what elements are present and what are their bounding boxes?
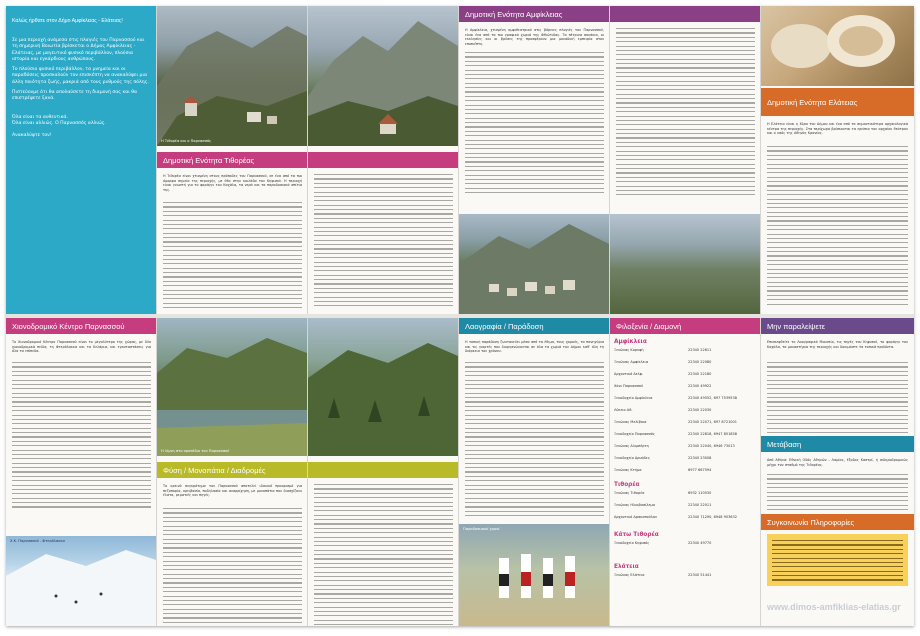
contact-name: Ξενώνας Ελάτεια — [614, 573, 645, 577]
contact-phone[interactable]: 22340 22818, 6947 801858 — [688, 432, 737, 436]
welcome-title: Καλώς ήρθατε στον Δήμο Αμφίκλειας - Ελάτειας! — [6, 6, 156, 34]
contact-name: Αρχοντικό Δελφ. — [614, 372, 644, 376]
contacts-kato-tithorea-title: Κάτω Τιθορέα — [614, 532, 659, 538]
contact-phone[interactable]: 22340 22180 — [688, 372, 712, 376]
brochure-top-row — [6, 6, 914, 314]
mountain-photo-drawing — [308, 6, 458, 146]
horizontal-fold — [6, 314, 914, 318]
ski-text: Το Χιονοδρομικό Κέντρο Παρνασσού είναι το μεγαλύτερο της χώρας, με δύο χιονοδρομικά πεδία, τη Φτερόλακκα και τα Κελάρια, και εγκαταστάσεις για όλα τα επίπεδα. — [12, 340, 151, 354]
ski-panel — [6, 318, 156, 626]
welcome-closing-line: Όλα είναι αλλιώς. Ο Παρνασσός αλλιώς. — [12, 120, 106, 126]
pottery-photo — [761, 6, 914, 86]
contact-phone[interactable]: 22340 49922 — [688, 384, 712, 388]
tithorea-photo-drawing — [157, 6, 307, 146]
nature-right-panel — [308, 318, 458, 626]
parnassos-mountain-photo — [308, 6, 458, 146]
contact-phone[interactable]: 22340 22611 — [688, 348, 712, 352]
contact-row — [614, 420, 756, 426]
amfikleia-text: Η Αμφίκλεια, χτισμένη αμφιθεατρικά στις βόρειες πλαγιές του Παρνασσού, είναι ένα από τα πιο γραφικά χωριά της Φθιώτιδας. Τα πέτρινα σοκάκια, οι εκκλησίες και οι βρύσες της προσφέρουν μια μοναδική εμπειρία στον επισκέπτη. — [465, 28, 604, 46]
pine-forest-photo — [308, 318, 458, 456]
brochure-bottom-row — [6, 318, 914, 626]
nature-text-lines — [163, 508, 302, 626]
contact-row — [614, 408, 756, 414]
contact-phone[interactable]: 22340 22030 — [688, 408, 712, 412]
contact-row — [614, 360, 756, 366]
nature-section-title: Φύση / Μονοπάτια / Διαδρομές — [157, 462, 307, 478]
elateia-section-title: Δημοτική Ενότητα Ελάτειας — [761, 88, 914, 116]
contacts-amfikleia-title: Αμφίκλεια — [614, 339, 647, 345]
nature-title-bar-continued — [308, 462, 458, 478]
contact-row — [614, 444, 756, 450]
contact-row — [614, 372, 756, 378]
contacts-tithorea-title: Τιθορέα — [614, 482, 640, 488]
contact-phone[interactable]: 22340 22040, 6946 73013 — [688, 444, 735, 448]
elateia-panel — [761, 6, 914, 314]
tithorea-right-panel — [308, 6, 458, 314]
contact-row — [614, 491, 756, 497]
contact-row — [614, 384, 756, 390]
dontmiss-text-lines — [767, 362, 908, 441]
contact-name: Χάνι Παρνασσού — [614, 384, 643, 388]
contact-phone[interactable]: 22340 71290, 6948 903632 — [688, 515, 737, 519]
connections-highlight-box — [767, 534, 908, 586]
connections-section-title: Συγκοινωνία Πληροφορίες — [761, 514, 914, 530]
welcome-closing-line: Όλα είναι τα αυθεντικά. — [12, 114, 68, 120]
contact-phone[interactable]: 6932 110530 — [688, 491, 712, 495]
amfikleia-section-title: Δημοτική Ενότητα Αμφίκλειας — [459, 6, 609, 22]
dontmiss-section-title: Μην παραλείψετε — [761, 318, 914, 334]
contact-name: Ξενώνας Κτήμα — [614, 468, 642, 472]
contact-phone[interactable]: 6977 667594 — [688, 468, 712, 472]
ski-text-lines — [12, 362, 151, 511]
nature-left-panel — [157, 318, 307, 626]
elateia-text: Η Ελάτεια είναι η έδρα του Δήμου και ένα από τα σημαντικότερα αρχαιολογικά κέντρα της περιοχής. Στα περίχωρα βρίσκονται τα ερείπια του αρχαίου θεάτρου και ο ναός της Αθηνάς Κρανίας. — [767, 122, 908, 136]
folklore-text: Η τοπική παράδοση ζωντανεύει μέσα από τα έθιμα, τους χορούς, τα πανηγύρια και τις γιορτές που διοργανώνονται σε όλα τα χωριά του Δήμου καθ' όλη τη διάρκεια του χρόνου. — [465, 340, 604, 354]
welcome-paragraph: Πιστεύουμε ότι θα απολαύσετε τη διαμονή σας και θα επιστρέψετε ξανά. — [12, 90, 138, 102]
tithorea-text-lines — [163, 202, 302, 311]
contact-row — [614, 503, 756, 509]
contact-name: Ξενώνας Τιθορέα — [614, 491, 645, 495]
meadow-photo-caption: Η λίμνη στο οροπέδιο του Παρνασσού — [161, 449, 230, 453]
website-url[interactable]: www.dimos-amfiklias-elatias.gr — [767, 602, 901, 612]
contact-row — [614, 348, 756, 354]
contact-row — [614, 456, 756, 462]
contact-phone[interactable]: 22340 49770 — [688, 541, 712, 545]
welcome-text — [12, 38, 149, 144]
transport-section-title: Μετάβαση — [761, 436, 914, 452]
welcome-text-box — [6, 34, 156, 314]
hospitality-section-title: Φιλοξενία / Διαμονή — [610, 318, 760, 334]
elateia-text-lines — [767, 146, 908, 308]
contact-row — [614, 515, 756, 521]
nature-text-lines-continued — [314, 484, 453, 626]
tithorea-village-photo — [157, 6, 307, 146]
amfikleia-left-panel — [459, 6, 609, 314]
contact-row — [614, 432, 756, 438]
ski-photo-caption: Χ.Κ. Παρνασσού - Φτερόλακκα — [10, 539, 65, 543]
contact-name: Ξενοδοχείο Κηφισός — [614, 541, 650, 545]
folklore-section-title: Λαογραφία / Παράδοση — [459, 318, 609, 334]
dontmiss-text: Επισκεφθείτε το Λαογραφικό Μουσείο, τις πηγές του Κηφισού, το φαράγγι του Καχάλα, τα μοναστήρια της περιοχής και δοκιμάστε τα τοπικά προϊόντα. — [767, 340, 908, 349]
ski-slope-photo — [6, 536, 156, 626]
tithorea-title-bar-continued — [308, 152, 458, 168]
contact-name: Ξενώνας Ηλιοβασίλεμα — [614, 503, 655, 507]
amfikleia-text-lines-continued — [616, 28, 755, 199]
amfikleia-right-panel — [610, 6, 760, 314]
hospitality-panel — [610, 318, 760, 626]
contact-phone[interactable]: 22340 51441 — [688, 573, 712, 577]
contact-name: Αρχοντικό Δρακοπούλου — [614, 515, 657, 519]
contact-row — [614, 468, 756, 474]
contact-row — [614, 573, 756, 579]
transport-text-lines — [767, 474, 908, 513]
tithorea-photo-caption: Η Τιθορέα και ο Παρνασσός — [161, 139, 212, 143]
tithorea-section-title: Δημοτική Ενότητα Τιθορέας — [157, 152, 307, 168]
contact-name: Ξενώνας Μελίβοια — [614, 420, 647, 424]
contact-phone[interactable]: 22340 22011 — [688, 503, 712, 507]
ski-section-title: Χιονοδρομικό Κέντρο Παρνασσού — [6, 318, 156, 334]
contact-name: Ξενοδοχείο Αμφίκλεια — [614, 396, 653, 400]
transport-text: Από Αθήνα: Εθνική Οδός Αθηνών - Λαμίας, έξοδος Καστρί, ή σιδηροδρομικώς μέχρι τον σταθμό της Τιθορέας. — [767, 458, 908, 467]
contact-row — [614, 541, 756, 547]
folklore-panel — [459, 318, 609, 626]
dancers-photo-caption: Παραδοσιακοί χοροί — [463, 527, 500, 531]
welcome-paragraph: Το πλούσιο φυσικό περιβάλλον, τα μνημεία και οι παραδόσεις προσκαλούν τον επισκέπτη να ανακαλύψει μια άλλη ποιότητα ζωής, μακριά από τους ρυθμούς της πόλης. — [12, 67, 149, 85]
pottery-photo-drawing — [761, 6, 914, 86]
contact-row — [614, 396, 756, 402]
amfikleia-photo-drawing — [459, 214, 609, 314]
amfikleia-title-bar-continued — [610, 6, 760, 22]
tithorea-text-lines-continued — [314, 174, 453, 310]
contact-name: Ξενοδοχείο Παρνασσός — [614, 432, 655, 436]
folklore-text-lines — [465, 362, 604, 520]
contact-phone[interactable]: 22340 22080 — [688, 360, 712, 364]
contact-phone[interactable]: 22340 23008 — [688, 456, 712, 460]
contact-name: Λύκειο Αθ. — [614, 408, 633, 412]
welcome-paragraph: Σε μια περιοχή ανάμεσα στις πλαγιές του Παρνασσού και τη σημερινή Βοιωτία βρίσκεται ο Δήμος Αμφίκλειας - Ελάτειας, με μαγευτικό φυσικό περιβάλλον, πλούσια ιστορία και εγκάρδιους ανθρώπους. — [12, 38, 145, 62]
ski-photo-drawing — [6, 536, 156, 626]
meadow-photo — [157, 318, 307, 456]
contact-phone[interactable]: 22340 22071, 697 8721001 — [688, 420, 737, 424]
amfikleia-village-photo — [459, 214, 609, 314]
contact-name: Ξενώνας Αμφίκλεια — [614, 360, 649, 364]
nature-text: Το ορεινό συγκρότημα του Παρνασσού αποτελεί ιδανικό προορισμό για πεζοπορία, ορειβασία, ποδηλασία και αναρρίχηση, με μονοπάτια που διασχίζουν έλατα, ρεματιές και πηγές. — [163, 484, 302, 498]
contact-phone[interactable]: 22340 49552, 697 7539538 — [688, 396, 737, 400]
welcome-closing-line: Ανακαλύψτε τον! — [12, 133, 52, 139]
contacts-elateia-title: Ελάτεια — [614, 564, 639, 570]
welcome-panel — [6, 6, 156, 314]
dancers-photo — [459, 524, 609, 626]
meadow-photo-drawing — [157, 318, 307, 456]
forest-photo-drawing — [308, 318, 458, 456]
amfikleia-landscape-photo — [610, 214, 760, 314]
connections-text-lines — [772, 540, 903, 584]
amfikleia-text-lines — [465, 52, 604, 196]
contact-name: Ξενώνας Αλιμπέρτη — [614, 444, 649, 448]
brochure-sheet — [6, 6, 914, 626]
contact-name: Ξενώνας Κορυφή — [614, 348, 644, 352]
dancers-photo-drawing — [459, 524, 609, 626]
tithorea-text: Η Τιθορέα είναι χτισμένη στους πρόποδες του Παρνασσού, σε ένα από τα πιο όμορφα σημεία της περιοχής, με θέα στην κοιλάδα του Κηφισού. Η περιοχή είναι γνωστή για το φαράγγι του Καχάλα, τα νερά και τα παραδοσιακά σπίτια της. — [163, 174, 302, 192]
info-panel — [761, 318, 914, 626]
contact-name: Ξενοδοχείο Δρυάδες — [614, 456, 650, 460]
tithorea-left-panel — [157, 6, 307, 314]
